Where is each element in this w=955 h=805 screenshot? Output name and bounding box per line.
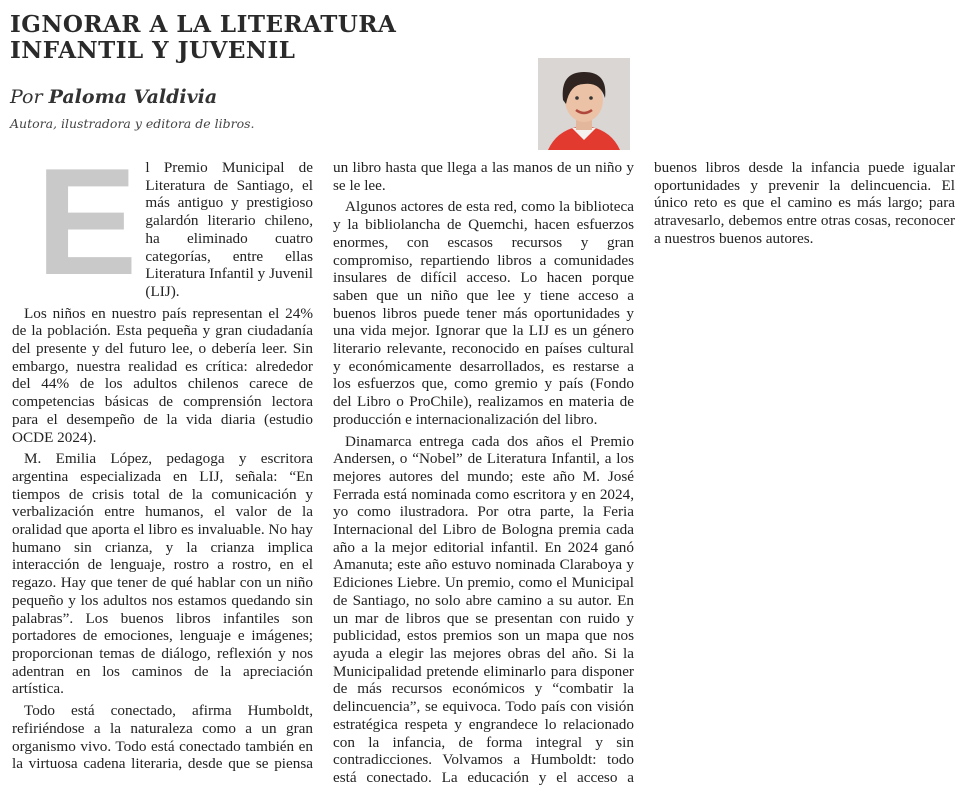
author-photo bbox=[538, 58, 630, 150]
byline bbox=[10, 86, 217, 108]
paragraph: M. Emilia López, pedagoga y escritora argentina especializada en LIJ, señala: “En tiempos de crisis total de la comunicación y verbalización entre humanos, el valor de la oralidad que aporta el libro es invaluable. No hay humano sin crianza, y la crianza implica interacción de lenguaje, rostro a rostro, en el regazo. Hay que tener de qué hablar con un niño pequeño y los adultos nos estamos quedando sin palabras”. Los buenos libros infantiles son portadores de emociones, lenguaje e imágenes; proporcionan temas de diálogo, reflexión y nos adentran en los caminos de la apreciación artística. bbox=[12, 450, 313, 698]
author-role: Autora, ilustradora y editora de libros. bbox=[10, 116, 255, 131]
article-title: IGNORAR A LA LITERATURA INFANTIL Y JUVENIL bbox=[10, 11, 397, 64]
author-name: Paloma Valdivia bbox=[48, 86, 218, 108]
byline-prefix: Por bbox=[10, 86, 43, 108]
article-body bbox=[12, 137, 955, 804]
paragraph: El Premio Municipal de Literatura de Santiago, el más antiguo y prestigioso galardón literario chileno, ha eliminado cuatro categorías, entre ellas Literatura Infantil y Juvenil (LIJ). bbox=[36, 137, 313, 307]
drop-cap: E bbox=[36, 137, 138, 307]
paragraph: Todo está conectado, afirma Humboldt, refiriéndose a la naturaleza como a un gran organismo vivo. Todo está conectado también en la virtuosa cadena literaria, desde que se piensa un libro hasta que llega a las manos de un niño y se le lee. bbox=[12, 159, 634, 773]
paragraph: Los niños en nuestro país representan el 24% de la población. Esta pequeña y gran ciudadanía del presente y del futuro lee, o debería leer. Sin embargo, nuestra realidad es crítica: alrededor del 44% de los adultos chilenos carece de competencias básicas de comprensión lectora para el desempeño de la vida diaria (estudio OCDE 2024). bbox=[12, 304, 313, 446]
paragraph: Algunos actores de esta red, como la biblioteca y la bibliolancha de Quemchi, hacen esfuerzos enormes, con escasos recursos y gran compromiso, repartiendo libros a comunidades insulares de difícil acceso. Lo hacen porque saben que un niño que lee y tiene acceso a buenos libros puede tener más oportunidades y una vida mejor. Ignorar que la LIJ es un género literario relevante, reconocido en países cultural y económicamente desarrollados, es restarse a los esfuerzos que, como gremio y país (Fondo del Libro o ProChile), realizamos en materia de producción e internacionalización del libro. bbox=[333, 198, 634, 428]
paragraph: Dinamarca entrega cada dos años el Premio Andersen, o “Nobel” de Literatura Infantil, a los mejores autores del mundo; este año M. José Ferrada está nominada como escritora y en 2024, yo como ilustradora. Por otra parte, la Feria Internacional del Libro de Bologna premia cada año a la mejor editorial infantil. En 2024 ganó Amanuta; este año estuvo nominada Claraboya y Ediciones Liebre. Un premio, como el Municipal de Santiago, no solo abre camino a su autor. En un mar de libros que se presentan con ruido y publicidad, estos premios son un mapa que nos ayuda a elegir las mejores obras del año. Si la Municipalidad pretende eliminarlo para disponer de más recursos económicos y “combatir la delincuencia”, se equivoca. Todo país con visión estratégica respeta y engrandece lo relacionado con la infancia, de forma integral y sin contradicciones. Volvamos a Humboldt: todo está conectado. La educación y el acceso a buenos libros desde la infancia puede igualar oportunidades y prevenir la delincuencia. El único reto es que el camino es más largo; para atravesarlo, debemos entre otras cosas, reconocer a nuestros buenos autores. bbox=[333, 159, 955, 786]
